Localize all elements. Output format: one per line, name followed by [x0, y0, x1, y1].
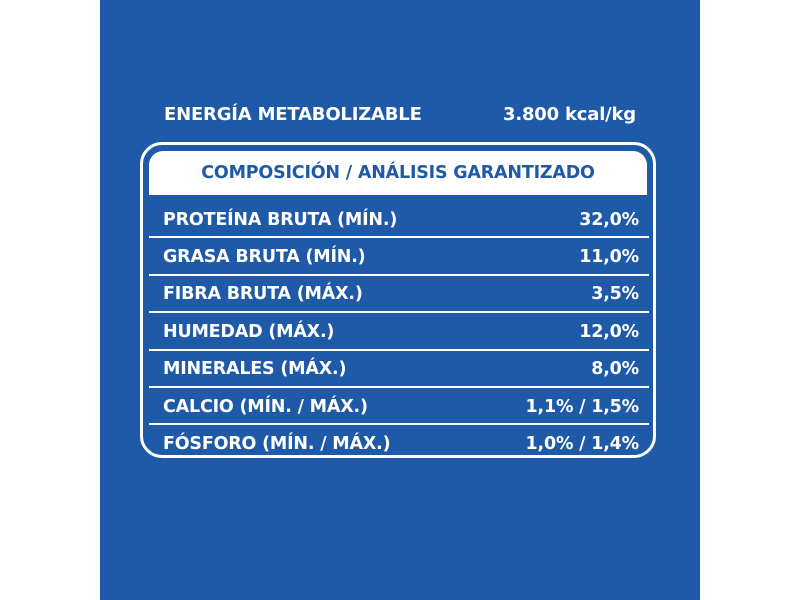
row-value: 8,0% — [591, 359, 639, 380]
row-label: CALCIO (MÍN. / MÁX.) — [163, 396, 368, 417]
composition-table — [140, 142, 656, 458]
table-row — [159, 425, 639, 458]
energy-label: ENERGÍA METABOLIZABLE — [164, 103, 422, 125]
table-row — [159, 276, 639, 313]
row-value: 3,5% — [591, 284, 639, 305]
row-label: GRASA BRUTA (MÍN.) — [163, 247, 366, 268]
row-value: 1,0% / 1,4% — [525, 434, 639, 455]
row-value: 32,0% — [579, 209, 639, 230]
row-label: MINERALES (MÁX.) — [163, 359, 347, 380]
table-row — [159, 313, 639, 350]
table-row — [159, 238, 639, 275]
row-value: 12,0% — [579, 321, 639, 342]
energy-value: 3.800 kcal/kg — [503, 103, 636, 125]
energy-line — [164, 98, 636, 130]
table-row — [159, 201, 639, 238]
table-row — [159, 351, 639, 388]
row-label: FIBRA BRUTA (MÁX.) — [163, 284, 363, 305]
table-row — [159, 388, 639, 425]
row-label: PROTEÍNA BRUTA (MÍN.) — [163, 209, 398, 230]
row-value: 1,1% / 1,5% — [525, 396, 639, 417]
row-label: FÓSFORO (MÍN. / MÁX.) — [163, 434, 391, 455]
row-label: HUMEDAD (MÁX.) — [163, 321, 335, 342]
row-value: 11,0% — [579, 247, 639, 268]
table-header: COMPOSICIÓN / ANÁLISIS GARANTIZADO — [149, 151, 647, 195]
table-rows — [159, 201, 639, 458]
